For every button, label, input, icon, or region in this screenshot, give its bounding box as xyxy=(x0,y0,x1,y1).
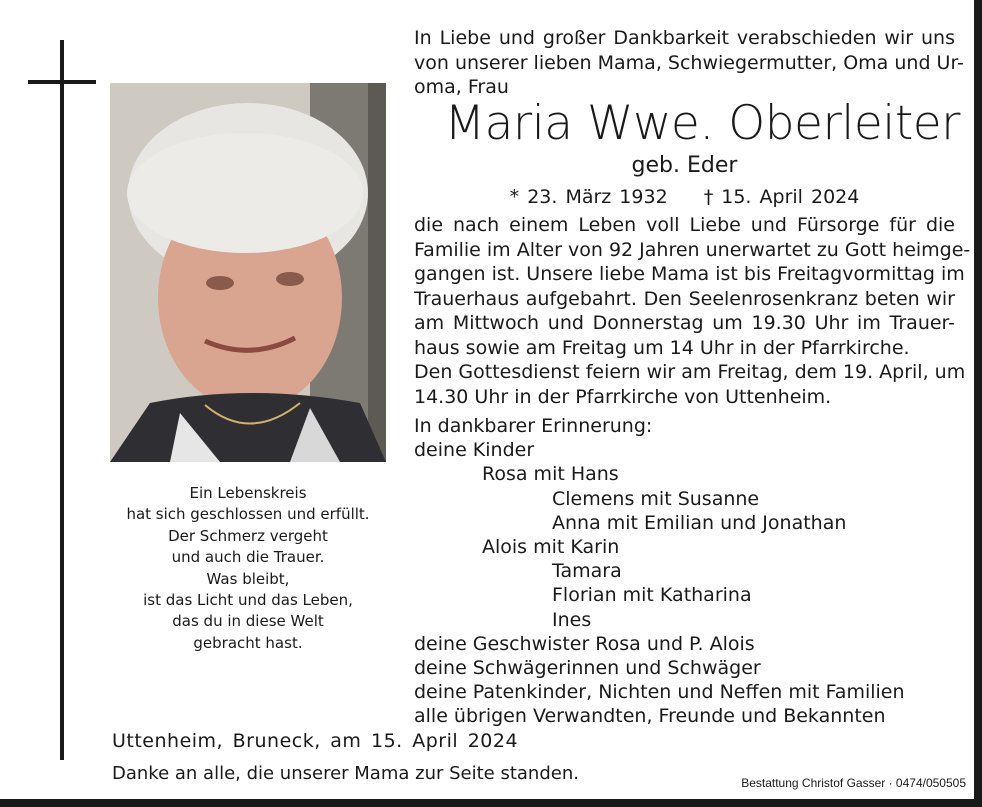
mourner-entry: Rosa mit Hans xyxy=(482,463,619,486)
intro-line: von unserer lieben Mama, Schwiegermutter, Oma und Ur- xyxy=(414,51,964,74)
mourners-heading: In dankbarer Erinnerung: xyxy=(414,415,653,437)
cross-icon-vertical xyxy=(60,40,64,760)
poem-line: hat sich geschlossen und erfüllt. xyxy=(126,505,370,524)
poem-line: gebracht hast. xyxy=(193,633,303,652)
children-label: deine Kinder xyxy=(414,439,535,462)
mourner-entry: Alois mit Karin xyxy=(482,536,620,559)
maiden-name: geb. Eder xyxy=(631,153,738,178)
mourners-list xyxy=(414,414,955,729)
body-line: 14.30 Uhr in der Pfarrkirche von Uttenheim. xyxy=(414,385,832,408)
poem-line: das du in diese Welt xyxy=(172,612,324,631)
body-line: Familie im Alter von 92 Jahren unerwartet zu Gott heimge- xyxy=(414,238,971,261)
body-line: haus sowie am Freitag um 14 Uhr in der Pfarrkirche. xyxy=(414,336,910,359)
body-line: am Mittwoch und Donnerstag um 19.30 Uhr im Trauer- xyxy=(414,312,955,334)
body-line: gangen ist. Unsere liebe Mama ist bis Freitagvormittag im xyxy=(414,263,965,285)
poem-line: Der Schmerz vergeht xyxy=(168,526,328,545)
poem-line: Was bleibt, xyxy=(206,569,290,588)
poem-line: ist das Licht und das Leben, xyxy=(143,591,353,610)
poem-line: Ein Lebenskreis xyxy=(189,484,307,502)
thanks-text: Danke an alle, die unserer Mama zur Seite standen. xyxy=(112,763,579,784)
body-text xyxy=(414,213,971,409)
intro-line: oma, Frau xyxy=(414,76,509,98)
intro-line: In Liebe und großer Dankbarkeit verabschieden wir uns xyxy=(414,27,955,49)
body-line: die nach einem Leben voll Liebe und Fürsorge für die xyxy=(414,214,955,236)
portrait-photo xyxy=(110,83,386,462)
death-date: † 15. April 2024 xyxy=(703,186,860,208)
border-bottom xyxy=(0,799,982,807)
body-line: Trauerhaus aufgebahrt. Den Seelenrosenkranz beten wir xyxy=(414,287,955,310)
deceased-name: Maria Wwe. Oberleiter xyxy=(444,96,960,151)
place-date: Uttenheim, Bruneck, am 15. April 2024 xyxy=(112,730,519,752)
poem-line: und auch die Trauer. xyxy=(171,548,325,567)
mourner-entry: Tamara xyxy=(552,560,622,583)
mourner-other: deine Patenkinder, Nichten und Neffen mit Familien xyxy=(414,681,905,704)
life-dates xyxy=(414,186,955,208)
body-line: Den Gottesdienst feiern wir am Freitag, dem 19. April, um xyxy=(414,361,966,383)
mourner-entry: Clemens mit Susanne xyxy=(552,487,760,510)
border-right xyxy=(974,0,982,807)
mourner-other: alle übrigen Verwandten, Freunde und Bekannten xyxy=(414,705,886,728)
poem xyxy=(110,483,386,654)
undertaker-contact: Bestattung Christof Gasser · 0474/050505 xyxy=(741,776,966,790)
mourner-entry: Ines xyxy=(552,608,592,631)
mourner-entry: Florian mit Katharina xyxy=(552,584,752,607)
mourner-entry: Anna mit Emilian und Jonathan xyxy=(552,511,847,534)
birth-date: * 23. März 1932 xyxy=(509,186,668,208)
mourner-other: deine Geschwister Rosa und P. Alois xyxy=(414,632,755,655)
mourner-other: deine Schwägerinnen und Schwäger xyxy=(414,657,761,680)
cross-icon-horizontal xyxy=(28,80,96,84)
intro-text xyxy=(414,26,964,100)
